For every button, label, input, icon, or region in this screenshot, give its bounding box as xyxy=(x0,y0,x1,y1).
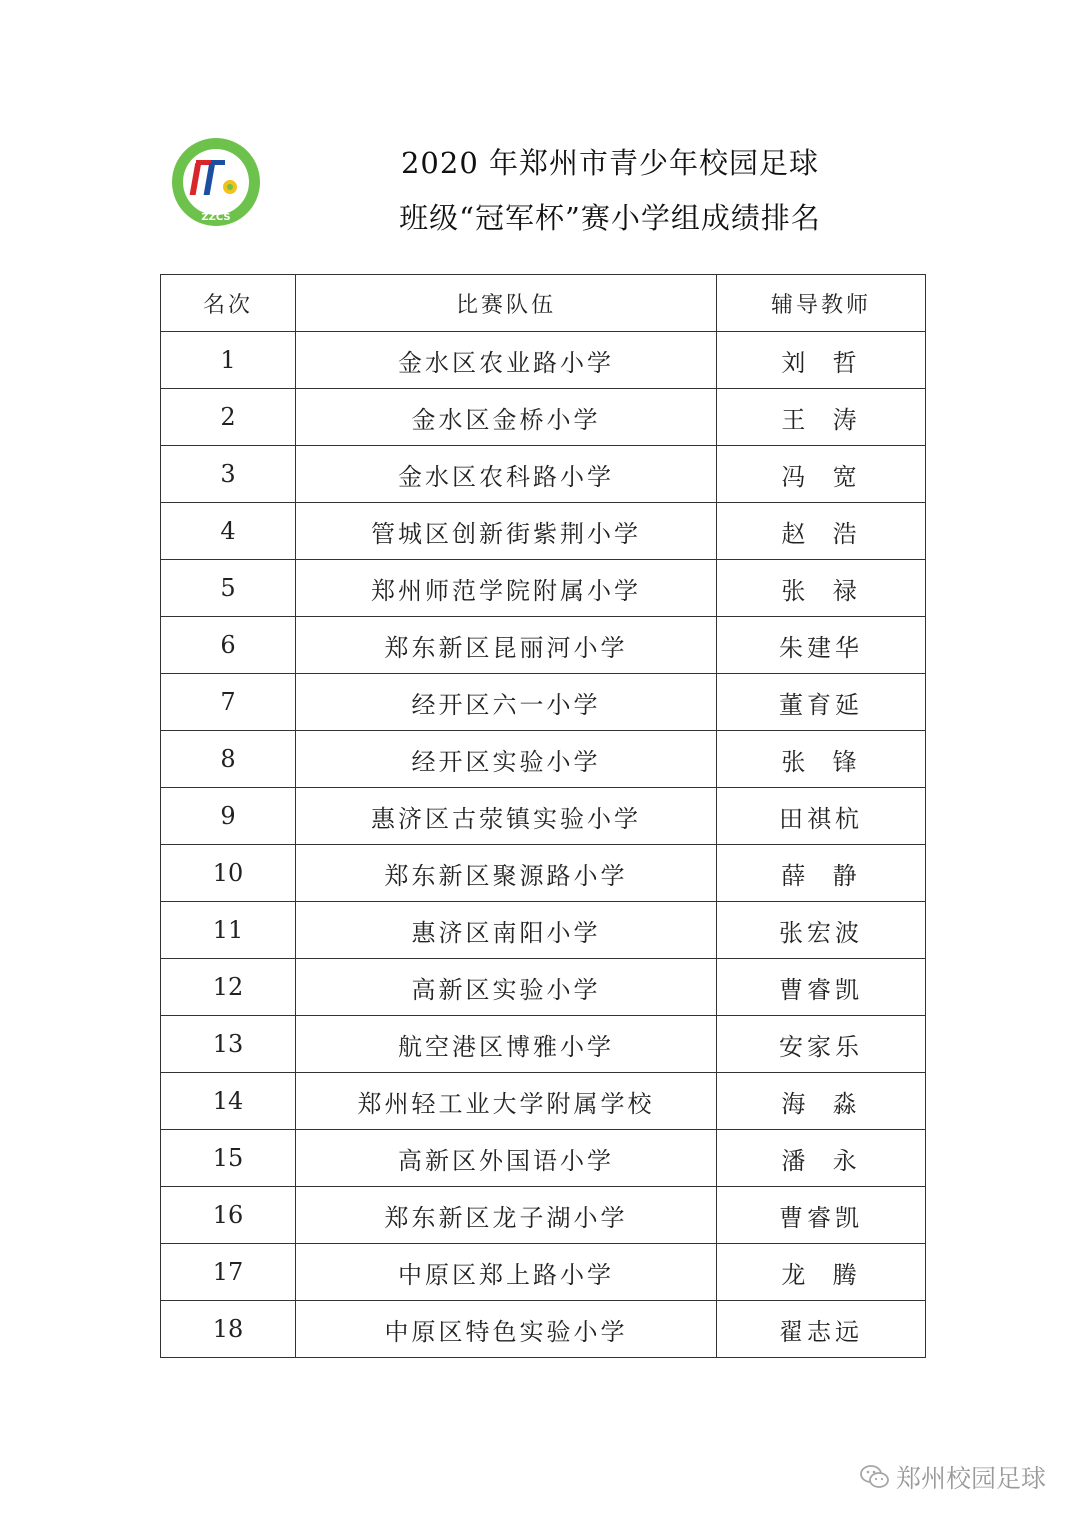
zzcs-logo xyxy=(170,136,262,228)
ranking-table xyxy=(160,274,926,1358)
column-header-rank: 名次 xyxy=(161,275,296,332)
coach-cell: 潘 永 xyxy=(717,1130,926,1187)
coach-cell: 薛 静 xyxy=(717,845,926,902)
team-cell: 中原区特色实验小学 xyxy=(296,1301,717,1358)
team-cell: 郑东新区聚源路小学 xyxy=(296,845,717,902)
team-cell: 金水区农科路小学 xyxy=(296,446,717,503)
table-row xyxy=(161,959,926,1016)
table-row xyxy=(161,902,926,959)
rank-cell: 6 xyxy=(161,617,296,674)
table-row xyxy=(161,1130,926,1187)
team-cell: 经开区实验小学 xyxy=(296,731,717,788)
table-row xyxy=(161,332,926,389)
coach-cell: 曹睿凯 xyxy=(717,959,926,1016)
team-cell: 高新区外国语小学 xyxy=(296,1130,717,1187)
rank-cell: 16 xyxy=(161,1187,296,1244)
team-cell: 金水区农业路小学 xyxy=(296,332,717,389)
coach-cell: 王 涛 xyxy=(717,389,926,446)
table-row xyxy=(161,503,926,560)
coach-cell: 刘 哲 xyxy=(717,332,926,389)
rank-cell: 3 xyxy=(161,446,296,503)
table-row xyxy=(161,731,926,788)
coach-cell: 田祺杭 xyxy=(717,788,926,845)
coach-cell: 董育延 xyxy=(717,674,926,731)
rank-cell: 11 xyxy=(161,902,296,959)
table-row xyxy=(161,674,926,731)
coach-cell: 海 淼 xyxy=(717,1073,926,1130)
team-cell: 管城区创新街紫荆小学 xyxy=(296,503,717,560)
rank-cell: 13 xyxy=(161,1016,296,1073)
rank-cell: 10 xyxy=(161,845,296,902)
table-row xyxy=(161,560,926,617)
team-cell: 惠济区南阳小学 xyxy=(296,902,717,959)
coach-cell: 龙 腾 xyxy=(717,1244,926,1301)
rank-cell: 18 xyxy=(161,1301,296,1358)
table-header-row xyxy=(161,275,926,332)
coach-cell: 翟志远 xyxy=(717,1301,926,1358)
rank-cell: 5 xyxy=(161,560,296,617)
team-cell: 郑州轻工业大学附属学校 xyxy=(296,1073,717,1130)
team-cell: 金水区金桥小学 xyxy=(296,389,717,446)
team-cell: 航空港区博雅小学 xyxy=(296,1016,717,1073)
table-body xyxy=(161,332,926,1358)
wechat-icon xyxy=(860,1464,890,1490)
table-row xyxy=(161,1187,926,1244)
coach-cell: 张 禄 xyxy=(717,560,926,617)
rank-cell: 14 xyxy=(161,1073,296,1130)
team-cell: 郑州师范学院附属小学 xyxy=(296,560,717,617)
team-cell: 郑东新区昆丽河小学 xyxy=(296,617,717,674)
coach-cell: 曹睿凯 xyxy=(717,1187,926,1244)
rank-cell: 17 xyxy=(161,1244,296,1301)
rank-cell: 15 xyxy=(161,1130,296,1187)
wechat-watermark xyxy=(860,1459,1046,1495)
coach-cell: 朱建华 xyxy=(717,617,926,674)
document-title-line-1: 2020 年郑州市青少年校园足球 xyxy=(400,146,820,180)
table-row xyxy=(161,446,926,503)
table-row xyxy=(161,1244,926,1301)
coach-cell: 安家乐 xyxy=(717,1016,926,1073)
coach-cell: 张 锋 xyxy=(717,731,926,788)
table-row xyxy=(161,1016,926,1073)
rank-cell: 7 xyxy=(161,674,296,731)
table-row xyxy=(161,389,926,446)
team-cell: 惠济区古荥镇实验小学 xyxy=(296,788,717,845)
coach-cell: 赵 浩 xyxy=(717,503,926,560)
rank-cell: 4 xyxy=(161,503,296,560)
team-cell: 中原区郑上路小学 xyxy=(296,1244,717,1301)
zzcs-logo-graphic xyxy=(170,136,262,228)
rank-cell: 9 xyxy=(161,788,296,845)
rank-cell: 1 xyxy=(161,332,296,389)
column-header-team: 比赛队伍 xyxy=(296,275,717,332)
team-cell: 经开区六一小学 xyxy=(296,674,717,731)
team-cell: 高新区实验小学 xyxy=(296,959,717,1016)
watermark-text: 郑州校园足球 xyxy=(895,1464,1046,1493)
team-cell: 郑东新区龙子湖小学 xyxy=(296,1187,717,1244)
column-header-coach: 辅导教师 xyxy=(717,275,926,332)
rank-cell: 8 xyxy=(161,731,296,788)
rank-cell: 2 xyxy=(161,389,296,446)
document-title-line-2: 班级“冠军杯”赛小学组成绩排名 xyxy=(399,201,821,235)
table-row xyxy=(161,617,926,674)
rank-cell: 12 xyxy=(161,959,296,1016)
table-row xyxy=(161,1301,926,1358)
coach-cell: 冯 宽 xyxy=(717,446,926,503)
coach-cell: 张宏波 xyxy=(717,902,926,959)
table-row xyxy=(161,1073,926,1130)
table-row xyxy=(161,788,926,845)
table-row xyxy=(161,845,926,902)
svg-text:ZZCS: ZZCS xyxy=(201,212,231,223)
